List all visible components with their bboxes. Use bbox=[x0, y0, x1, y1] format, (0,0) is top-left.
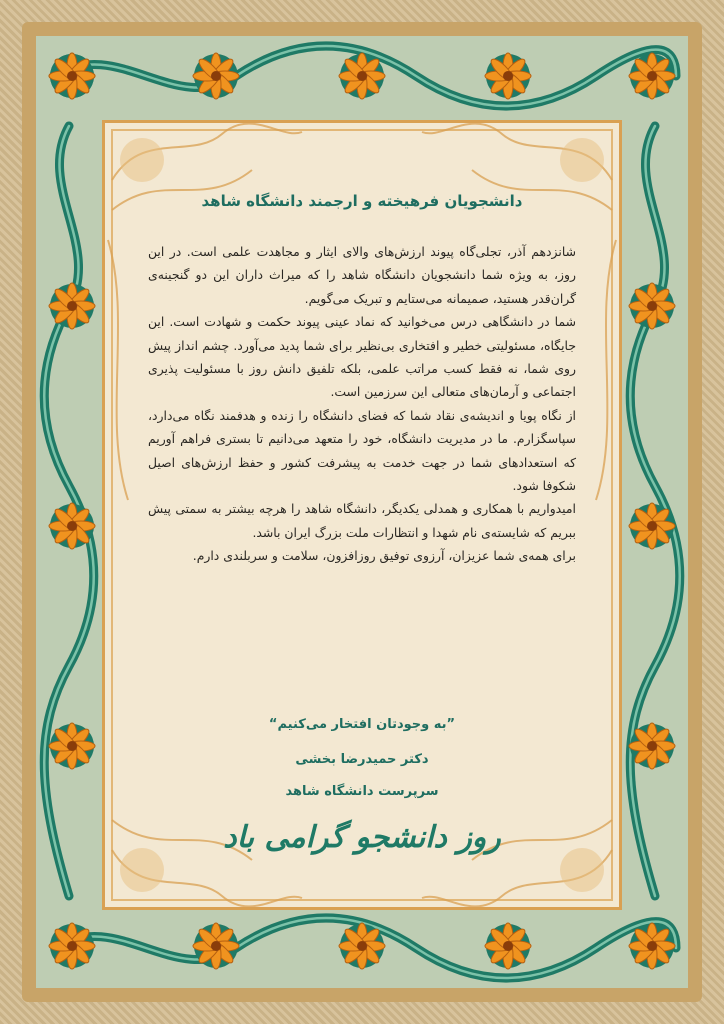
signatory-name: دکتر حمیدرضا بخشی bbox=[295, 752, 429, 767]
page-title: دانشجویان فرهیخته و ارجمند دانشگاه شاهد bbox=[201, 192, 523, 210]
paragraph: برای همه‌ی شما عزیزان، آرزوی توفیق روزافزون، سلامت و سربلندی دارم. bbox=[192, 548, 576, 564]
letter-body bbox=[148, 240, 576, 568]
paragraph: شانزدهم آذر، تجلی‌گاه پیوند ارزش‌های والای ایثار و مجاهدت علمی است. در این روز، به ویژه شما دانشجویان دانشگاه شاهد را که میراث داران این دو گنجینه‌ی گران‌قدر هستید، صمیمانه می‌ستایم و تبریک می‌گویم. bbox=[148, 244, 576, 306]
calligraphy-slogan: روز دانشجو گرامی باد bbox=[223, 820, 501, 855]
signatory-role: سرپرست دانشگاه شاهد bbox=[285, 784, 439, 799]
signature-quote: ”به وجودتان افتخار می‌کنیم“ bbox=[268, 717, 456, 732]
paragraph: امیدواریم با همکاری و همدلی یکدیگر، دانشگاه شاهد را هرچه بیشتر به سمتی پیش ببریم که شایسته‌ی نام شهدا و انتظارات ملت بزرگ ایران باشد. bbox=[148, 501, 576, 540]
paragraph: شما در دانشگاهی درس می‌خوانید که نماد عینی پیوند حکمت و شهادت است. این جایگاه، مسئولیتی خطیر و افتخاری بی‌نظیر برای شما پدید می‌آورد. چشم انداز پیش روی شما، نه فقط کسب مراتب علمی، بلکه تلفیق دانش روز با مسئولیت پذیری اجتماعی و آرمان‌های متعالی این سرزمین است. bbox=[148, 314, 576, 400]
paragraph: از نگاه پویا و اندیشه‌ی نقاد شما که فضای دانشگاه را زنده و هدفمند نگاه می‌دارد، سپاسگزارم. ما در مدیریت دانشگاه، خود را متعهد می‌دانیم تا بستری فراهم آوریم که استعدادهای شما در جهت خدمت به پیشرفت کشور و حفظ ارزش‌های اصیل شکوفا شود. bbox=[148, 407, 576, 494]
